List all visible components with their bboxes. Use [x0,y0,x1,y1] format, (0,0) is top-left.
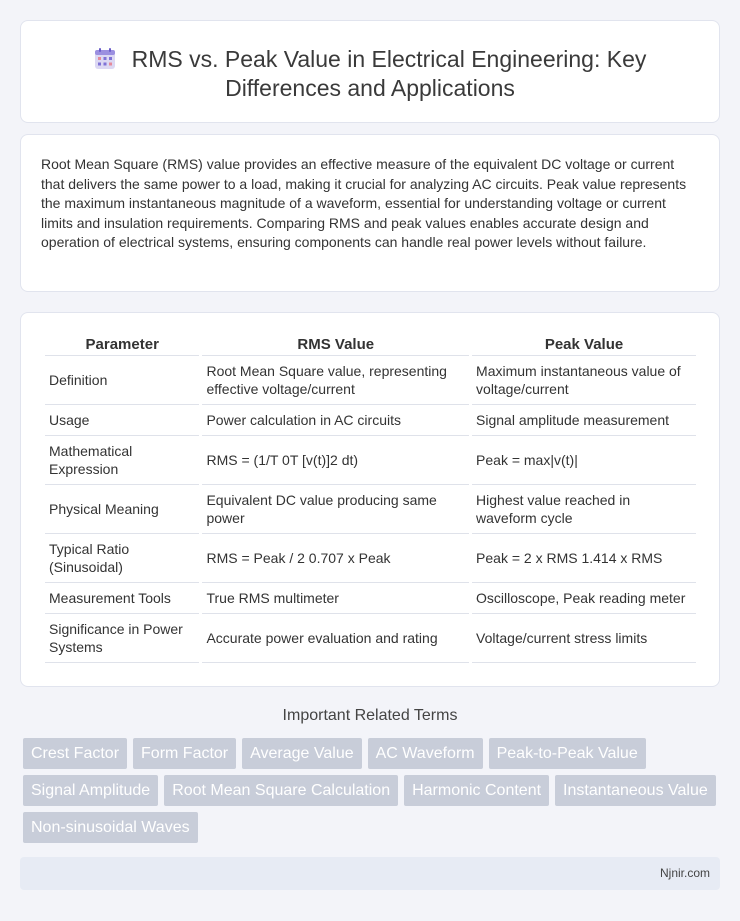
tag-non-sinusoidal-waves[interactable]: Non-sinusoidal Waves [23,812,198,843]
table-row [45,534,696,583]
row-peak: Oscilloscope, Peak reading meter [472,583,696,614]
row-peak: Highest value reached in waveform cycle [472,485,696,534]
table-row [45,356,696,405]
table-row [45,485,696,534]
table-row [45,436,696,485]
tag-signal-amplitude[interactable]: Signal Amplitude [23,775,158,806]
row-peak: Maximum instantaneous value of voltage/current [472,356,696,405]
row-parameter: Typical Ratio (Sinusoidal) [45,534,199,583]
row-parameter: Physical Meaning [45,485,199,534]
tag-instantaneous-value[interactable]: Instantaneous Value [555,775,716,806]
comparison-table-card [20,312,720,687]
title-line-1: RMS vs. Peak Value in Electrical Engineering: Key [131,46,647,72]
row-parameter: Measurement Tools [45,583,199,614]
intro-paragraph: Root Mean Square (RMS) value provides an effective measure of the equivalent DC voltage or current that delivers the same power to a load, making it crucial for analyzing AC circuits. Peak value represents the maximum instantaneous magnitude of a waveform, essential for understanding voltage or current limits and insulation requirements. Comparing RMS and peak values enables accurate design and operation of electrical systems, ensuring components can handle real power levels without failure. [41,156,687,251]
row-rms: Accurate power evaluation and rating [202,614,469,663]
row-rms: Equivalent DC value producing same power [202,485,469,534]
table-row [45,583,696,614]
footer [20,857,720,890]
row-rms: True RMS multimeter [202,583,469,614]
footer-site: Njnir.com [659,866,710,880]
row-parameter: Usage [45,405,199,436]
tag-harmonic-content[interactable]: Harmonic Content [404,775,549,806]
row-peak: Voltage/current stress limits [472,614,696,663]
row-parameter: Mathematical Expression [45,436,199,485]
row-parameter: Significance in Power Systems [45,614,199,663]
row-peak: Peak = max|v(t)| [472,436,696,485]
tag-ac-waveform[interactable]: AC Waveform [368,738,483,769]
title-line-2: Differences and Applications [225,75,515,101]
row-rms: Root Mean Square value, representing effective voltage/current [202,356,469,405]
tag-root-mean-square-calculation[interactable]: Root Mean Square Calculation [164,775,398,806]
tag-average-value[interactable]: Average Value [242,738,361,769]
header-peak-value: Peak Value [472,333,696,356]
tag-form-factor[interactable]: Form Factor [133,738,236,769]
header-rms-value: RMS Value [202,333,469,356]
tag-crest-factor[interactable]: Crest Factor [23,738,127,769]
calendar-grid-icon [94,48,116,70]
page-title [21,45,719,103]
related-terms-title: Important Related Terms [282,707,458,724]
table-row [45,614,696,663]
comparison-table [42,333,699,663]
tag-peak-to-peak-value[interactable]: Peak-to-Peak Value [489,738,646,769]
row-peak: Peak = 2 x RMS 1.414 x RMS [472,534,696,583]
header-parameter: Parameter [45,333,199,356]
row-parameter: Definition [45,356,199,405]
row-rms: Power calculation in AC circuits [202,405,469,436]
intro-card [20,134,720,292]
related-terms-list [23,738,723,849]
title-card [20,20,720,123]
row-rms: RMS = Peak / 2 0.707 x Peak [202,534,469,583]
row-peak: Signal amplitude measurement [472,405,696,436]
row-rms: RMS = (1/T 0T [v(t)]2 dt) [202,436,469,485]
table-row [45,405,696,436]
